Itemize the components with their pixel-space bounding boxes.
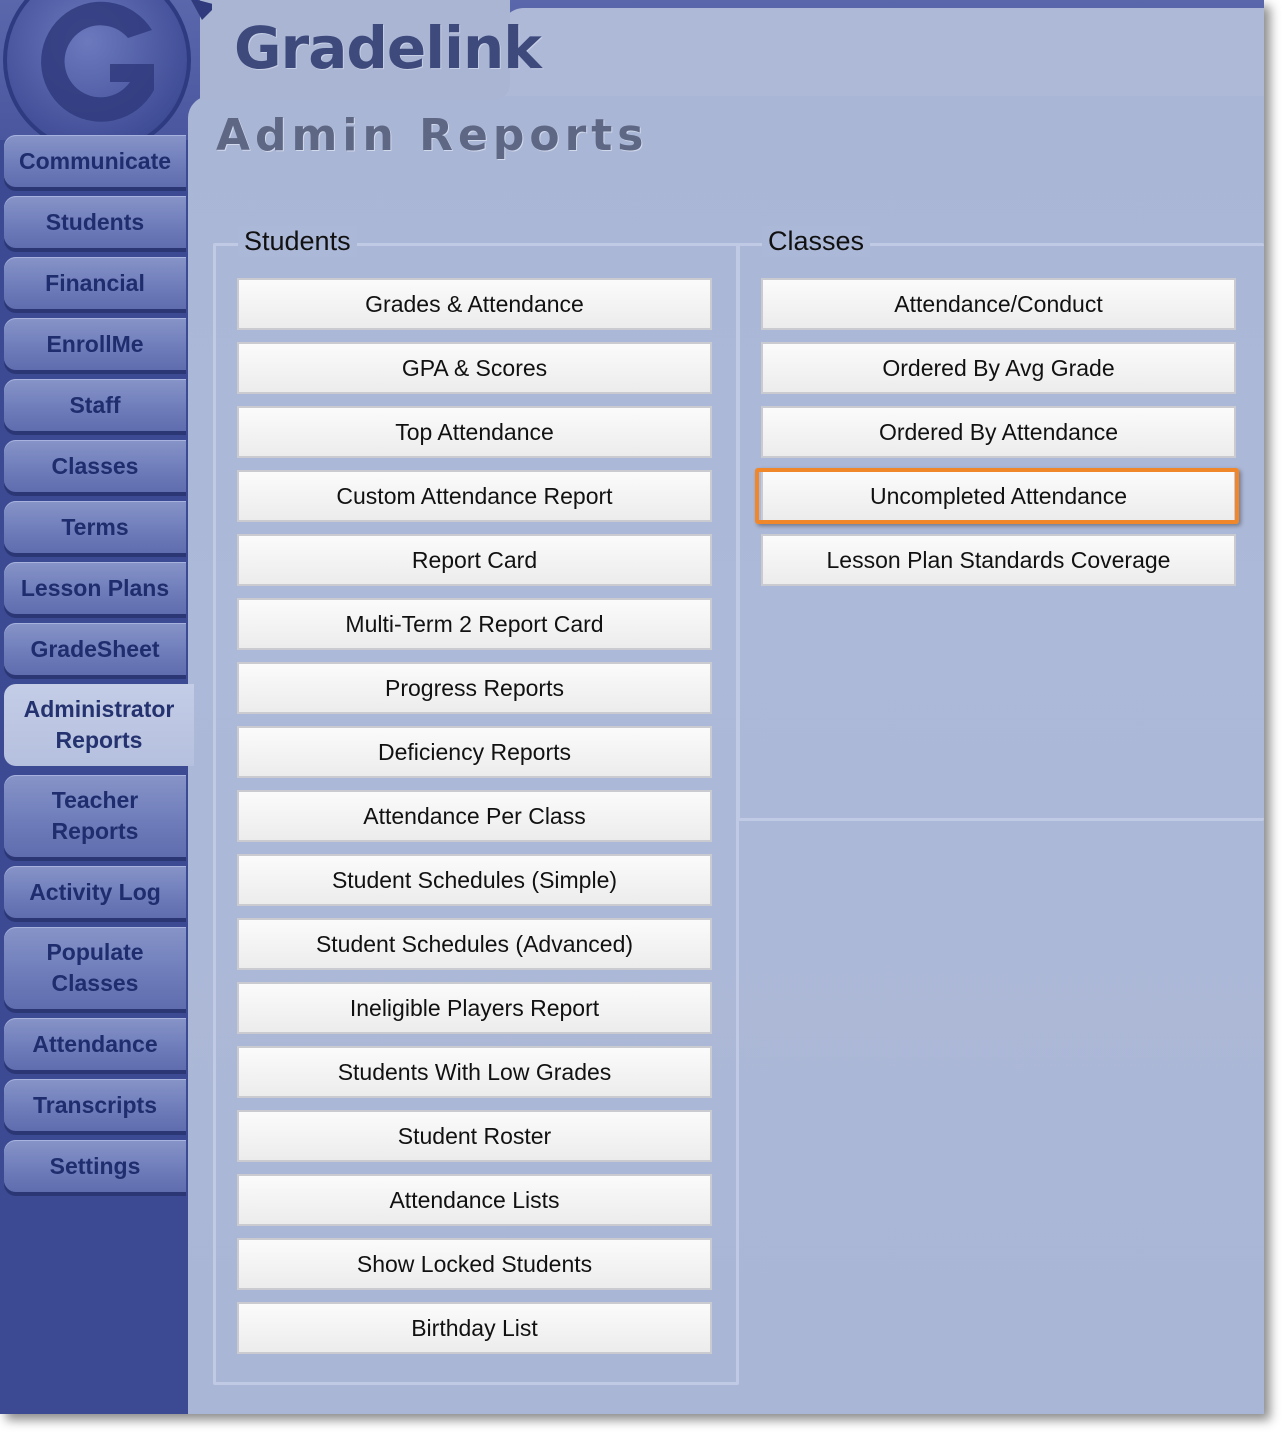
- attendance-conduct-button[interactable]: Attendance/Conduct: [761, 278, 1236, 330]
- custom-attendance-report-button[interactable]: Custom Attendance Report: [237, 470, 712, 522]
- show-locked-students-button[interactable]: Show Locked Students: [237, 1238, 712, 1290]
- sidebar-item-enrollme[interactable]: [4, 318, 186, 370]
- ordered-by-attendance-button[interactable]: Ordered By Attendance: [761, 406, 1236, 458]
- student-roster-button[interactable]: Student Roster: [237, 1110, 712, 1162]
- sidebar-item-teacher-reports[interactable]: [4, 775, 186, 857]
- sidebar-item-lesson-plans[interactable]: [4, 562, 186, 614]
- sidebar-item-terms[interactable]: [4, 501, 186, 553]
- sidebar-item-classes[interactable]: [4, 440, 186, 492]
- sidebar-item-students[interactable]: [4, 196, 186, 248]
- sidebar-item-gradesheet[interactable]: [4, 623, 186, 675]
- sidebar-item-label: Communicate: [18, 147, 172, 174]
- progress-reports-button[interactable]: Progress Reports: [237, 662, 712, 714]
- sidebar-item-label: EnrollMe: [46, 330, 144, 357]
- students-with-low-grades-button[interactable]: Students With Low Grades: [237, 1046, 712, 1098]
- ineligible-players-report-button[interactable]: Ineligible Players Report: [237, 982, 712, 1034]
- students-group-legend: Students: [238, 226, 357, 257]
- sidebar-item-attendance[interactable]: [4, 1018, 186, 1070]
- sidebar-item-label: Financial: [45, 269, 145, 296]
- multi-term-2-report-card-button[interactable]: Multi-Term 2 Report Card: [237, 598, 712, 650]
- sidebar-item-administrator-reports[interactable]: [4, 684, 194, 766]
- top-attendance-button[interactable]: Top Attendance: [237, 406, 712, 458]
- sidebar-item-label: Students: [45, 208, 145, 235]
- grades-attendance-button[interactable]: Grades & Attendance: [237, 278, 712, 330]
- sidebar-item-label: GradeSheet: [30, 635, 160, 662]
- sidebar-item-transcripts[interactable]: [4, 1079, 186, 1131]
- sidebar-item-label: Settings: [49, 1152, 141, 1179]
- deficiency-reports-button[interactable]: Deficiency Reports: [237, 726, 712, 778]
- gpa-scores-button[interactable]: GPA & Scores: [237, 342, 712, 394]
- birthday-list-button[interactable]: Birthday List: [237, 1302, 712, 1354]
- sidebar-item-label: Administrator Reports: [23, 696, 175, 753]
- page-title: Admin Reports: [216, 110, 649, 161]
- sidebar-item-populate-classes[interactable]: [4, 927, 186, 1009]
- student-schedules-simple-button[interactable]: Student Schedules (Simple): [237, 854, 712, 906]
- attendance-per-class-button[interactable]: Attendance Per Class: [237, 790, 712, 842]
- sidebar-item-label: Activity Log: [29, 878, 161, 905]
- sidebar-item-label: Staff: [69, 391, 121, 418]
- sidebar-item-activity-log[interactable]: [4, 866, 186, 918]
- attendance-lists-button[interactable]: Attendance Lists: [237, 1174, 712, 1226]
- sidebar-item-communicate[interactable]: [4, 135, 186, 187]
- sidebar-item-label: Terms: [61, 513, 129, 540]
- sidebar-item-label: Transcripts: [33, 1091, 157, 1118]
- sidebar-item-label: Populate Classes: [46, 939, 144, 996]
- gradelink-logo-icon: [2, 0, 212, 140]
- sidebar-item-label: Classes: [51, 452, 139, 479]
- sidebar-item-settings[interactable]: [4, 1140, 186, 1192]
- sidebar-item-financial[interactable]: [4, 257, 186, 309]
- sidebar-item-label: Attendance: [32, 1030, 158, 1057]
- sidebar-item-label: Teacher Reports: [51, 787, 139, 844]
- sidebar-item-label: Lesson Plans: [20, 574, 170, 601]
- uncompleted-attendance-button[interactable]: Uncompleted Attendance: [761, 470, 1236, 522]
- lesson-plan-standards-coverage-button[interactable]: Lesson Plan Standards Coverage: [761, 534, 1236, 586]
- classes-group-legend: Classes: [762, 226, 870, 257]
- sidebar-item-staff[interactable]: [4, 379, 186, 431]
- brand-name: Gradelink: [234, 14, 541, 82]
- student-schedules-advanced-button[interactable]: Student Schedules (Advanced): [237, 918, 712, 970]
- report-card-button[interactable]: Report Card: [237, 534, 712, 586]
- ordered-by-avg-grade-button[interactable]: Ordered By Avg Grade: [761, 342, 1236, 394]
